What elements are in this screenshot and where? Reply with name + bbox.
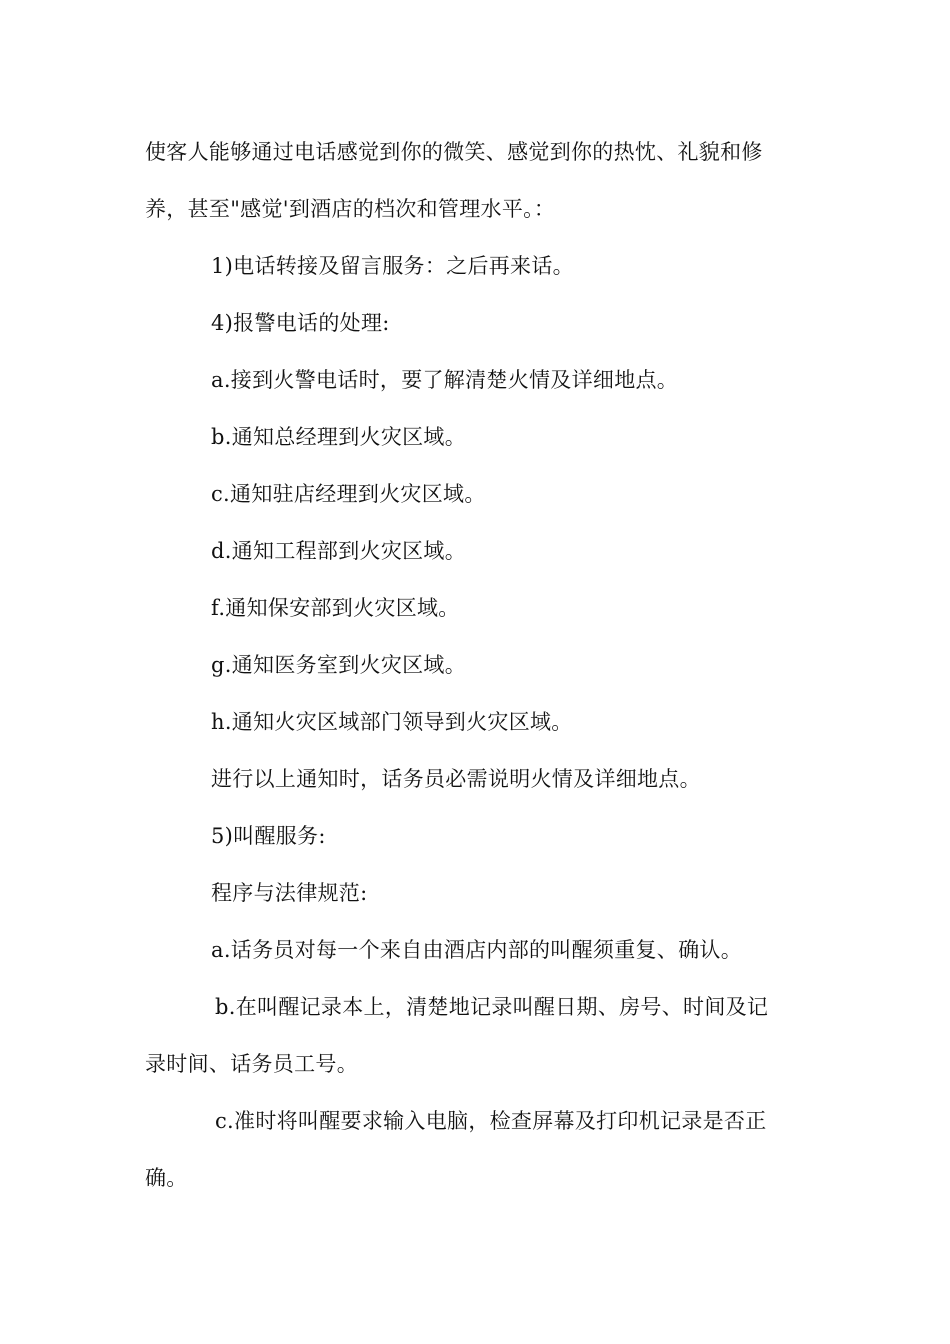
section-heading-wakeup: 5)叫醒服务: <box>211 824 326 848</box>
list-item-g: g.通知医务室到火灾区域。 <box>211 653 467 677</box>
section-heading-call-transfer: 1)电话转接及留言服务：之后再来话。 <box>211 254 574 278</box>
wakeup-item-c-line-1: c.准时将叫醒要求输入电脑，检查屏幕及打印机记录是否正 <box>215 1109 767 1133</box>
wakeup-item-b-line-2: 录时间、话务员工号。 <box>145 1052 358 1076</box>
list-item-b: b.通知总经理到火灾区域。 <box>211 425 467 449</box>
paragraph-line-1: 使客人能够通过电话感觉到你的微笑、感觉到你的热忱、礼貌和修 <box>145 140 763 164</box>
wakeup-item-c-line-2: 确。 <box>145 1166 188 1190</box>
list-item-c: c.通知驻店经理到火灾区域。 <box>211 482 486 506</box>
list-item-h: h.通知火灾区域部门领导到火灾区域。 <box>211 710 573 734</box>
paragraph-line-2: 养，甚至"感觉'到酒店的档次和管理水平。： <box>145 197 556 221</box>
list-item-f: f.通知保安部到火灾区域。 <box>211 596 460 620</box>
list-item-a: a.接到火警电话时，要了解清楚火情及详细地点。 <box>211 368 679 392</box>
notice-line: 进行以上通知时，话务员必需说明火情及详细地点。 <box>211 767 701 791</box>
wakeup-item-b-line-1: b.在叫醒记录本上，清楚地记录叫醒日期、房号、时间及记 <box>215 995 769 1019</box>
wakeup-item-a: a.话务员对每一个来自由酒店内部的叫醒须重复、确认。 <box>211 938 742 962</box>
list-item-d: d.通知工程部到火灾区域。 <box>211 539 467 563</box>
subheading-procedure: 程序与法律规范: <box>211 881 368 905</box>
section-heading-alarm-calls: 4)报警电话的处理: <box>211 311 390 335</box>
